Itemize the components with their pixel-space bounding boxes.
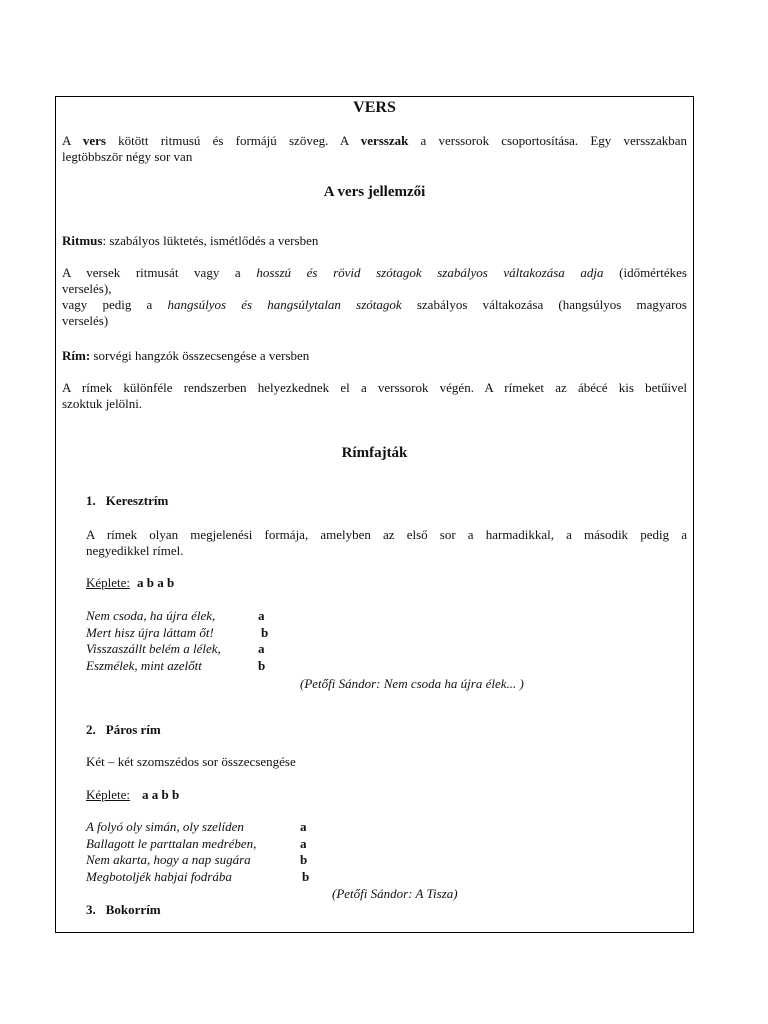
poem-1-line-4: Eszmélek, mint azelőtt [86,658,202,673]
poem-1-line-3: Visszaszállt belém a lélek, [86,641,221,656]
poem-1-line-1: Nem csoda, ha újra élek, [86,608,216,623]
section-2-desc: Két – két szomszédos sor összecsengése [86,754,296,769]
poem-2-line-2: Ballagott le parttalan medrében, [86,836,257,851]
document-border [55,96,694,933]
term-vers: vers [82,133,106,148]
poem-1-letter-4: b [258,658,266,673]
term-versszak: versszak [360,133,409,148]
jellemzok-heading: A vers jellemzői [323,184,426,200]
page-title: VERS [353,99,396,116]
poem-2-letter-1: a [300,819,307,834]
ritmus-desc-line-1: A versek ritmusát vagy a hosszú és rövid szótagok szabályos váltakozása adja (időmértékes [62,265,687,280]
intro-line-1: A vers kötött ritmusú és formájú szöveg. A versszak a verssorok csoportosítása. Egy versszakban [62,133,688,148]
poem-2-line-1: A folyó oly simán, oly szelíden [86,819,244,834]
intro-line-2: legtöbbször négy sor van [62,149,193,164]
term-ritmus: Ritmus [62,233,103,248]
rimek-desc-line-2: szoktuk jelölni. [62,396,143,411]
rimek-desc-line-1: A rímek különféle rendszerben helyezkednek el a verssorok végén. A rímeket az ábécé kis betűivel [62,380,687,395]
section-1-heading: 1. Keresztrím [86,493,169,508]
citation-1: (Petőfi Sándor: Nem csoda ha újra élek... ) [300,676,524,691]
poem-2-letter-3: b [300,852,308,867]
section-2-heading: 2. Páros rím [86,722,161,737]
term-rim: Rím: [62,348,91,363]
poem-2-letter-4: b [302,869,310,884]
ritmus-definition: Ritmus: szabályos lüktetés, ismétlődés a versben [62,233,319,248]
poem-1-letter-3: a [258,641,265,656]
poem-1-letter-2: b [261,625,269,640]
citation-2: (Petőfi Sándor: A Tisza) [332,886,458,901]
ritmus-desc-line-3: vagy pedig a hangsúlyos és hangsúlytalan szótagok szabályos váltakozása (hangsúlyos magyaros [62,297,687,312]
rim-definition: Rím: sorvégi hangzók összecsengése a versben [62,348,310,363]
section-2-formula: Képlete: a a b b [86,787,180,802]
poem-2-line-4: Megbotoljék habjai fodrába [86,869,232,884]
poem-1-line-2: Mert hisz újra láttam őt! [86,625,214,640]
ritmus-desc-line-2: verselés), [62,281,112,296]
poem-2-line-3: Nem akarta, hogy a nap sugára [86,852,251,867]
ritmus-desc-line-4: verselés) [62,313,109,328]
poem-1-letter-1: a [258,608,265,623]
section-1-formula: Képlete: a b a b [86,575,175,590]
section-1-desc-line-2: negyedikkel rímel. [86,543,184,558]
poem-2-letter-2: a [300,836,307,851]
section-1-desc-line-1: A rímek olyan megjelenési formája, amelyben az első sor a harmadikkal, a második pedig a [86,527,687,542]
rimfajtak-heading: Rímfajták [341,445,408,461]
section-3-heading: 3. Bokorrím [86,902,161,917]
